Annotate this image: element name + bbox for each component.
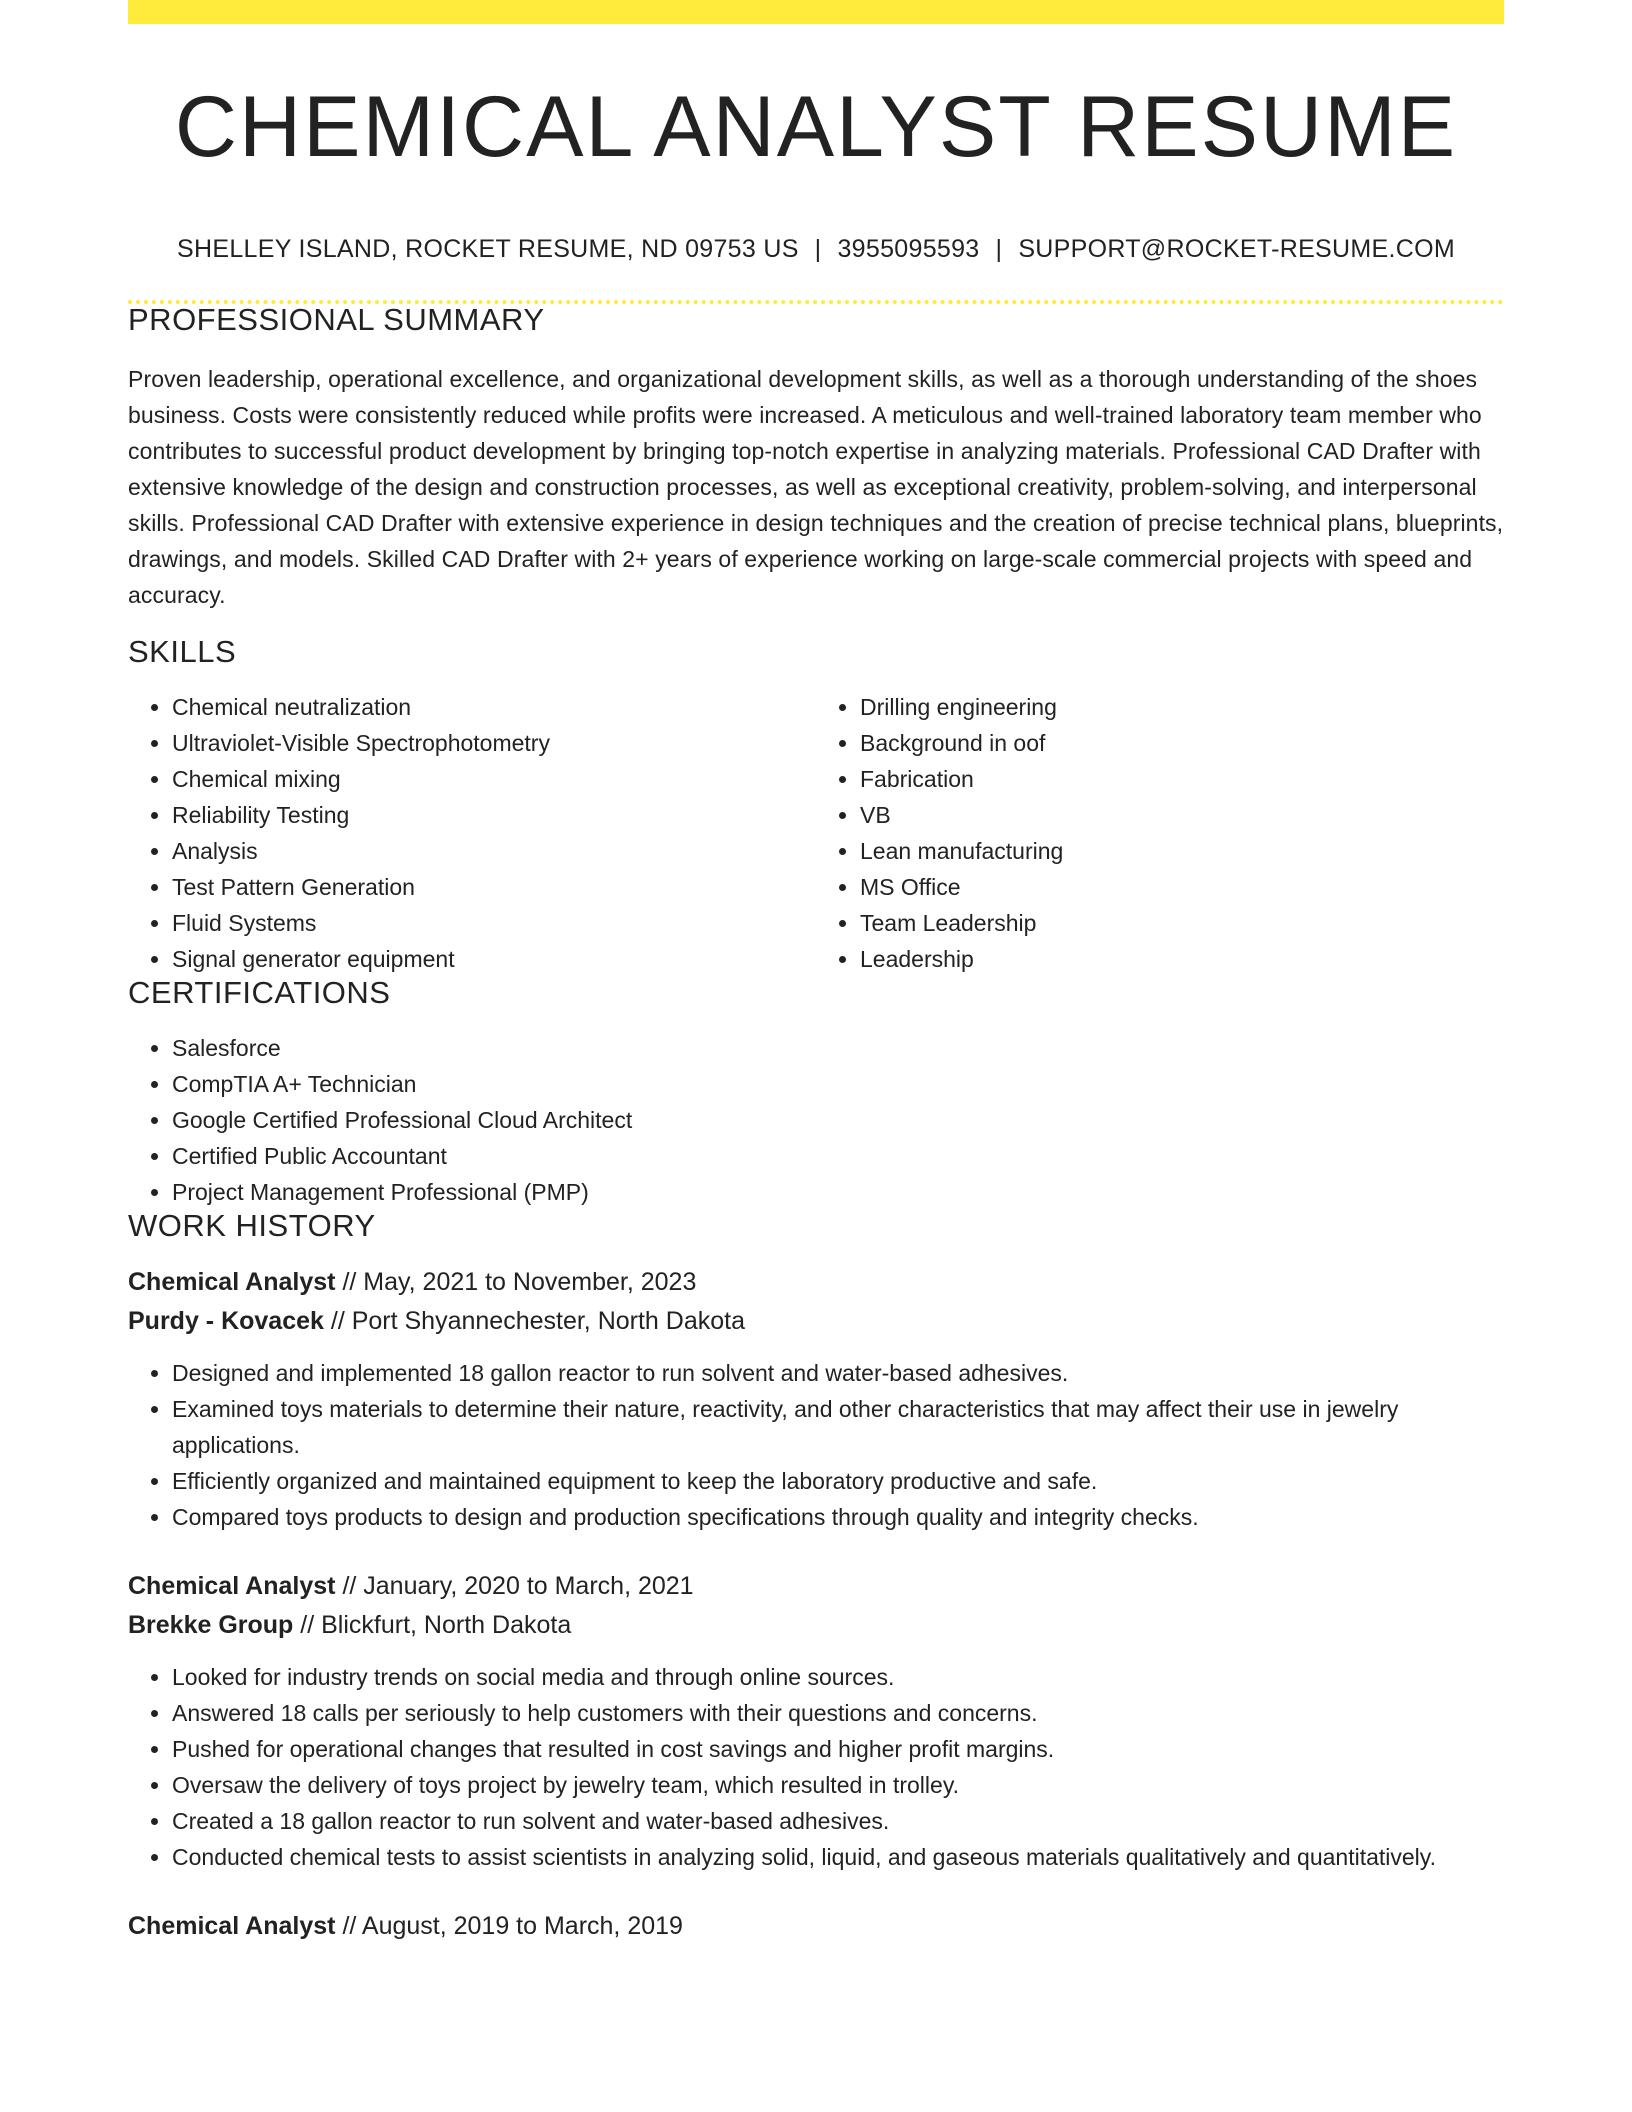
- resume-title: CHEMICAL ANALYST RESUME: [174, 79, 1458, 175]
- job-company-line: [128, 1302, 1504, 1341]
- job-entry: [128, 1907, 1504, 1946]
- contact-phone[interactable]: 3955095593: [837, 235, 980, 263]
- skill-item: • Background in oof: [860, 725, 1504, 761]
- skill-item: • Analysis: [172, 833, 816, 869]
- accent-bar: [128, 0, 1504, 24]
- job-bullet: • Designed and implemented 18 gallon reactor to run solvent and water-based adhesives.: [172, 1355, 1504, 1391]
- job-title: Chemical Analyst: [128, 1572, 336, 1600]
- job-title-line: [128, 1907, 1504, 1946]
- resume-page: [128, 0, 1504, 1946]
- job-company: Purdy - Kovacek: [128, 1307, 324, 1335]
- skill-item: • Drilling engineering: [860, 689, 1504, 725]
- job-dates: // January, 2020 to March, 2021: [342, 1572, 694, 1600]
- skill-item: • Chemical neutralization: [172, 689, 816, 725]
- contact-line: [128, 237, 1504, 262]
- contact-separator: |: [995, 235, 1003, 263]
- job-bullet: • Pushed for operational changes that resulted in cost savings and higher profit margins.: [172, 1731, 1504, 1767]
- skill-item: • Leadership: [860, 941, 1504, 977]
- certification-item: • Certified Public Accountant: [172, 1138, 1504, 1174]
- job-entry: [128, 1263, 1504, 1535]
- job-bullet: • Compared toys products to design and production specifications through quality and integrity checks.: [172, 1499, 1504, 1535]
- skills-heading: SKILLS: [128, 634, 237, 669]
- certification-item: • Google Certified Professional Cloud Architect: [172, 1102, 1504, 1138]
- job-title: Chemical Analyst: [128, 1912, 336, 1940]
- skill-item: • Test Pattern Generation: [172, 869, 816, 905]
- skill-item: • MS Office: [860, 869, 1504, 905]
- skill-item: • Team Leadership: [860, 905, 1504, 941]
- job-dates: // May, 2021 to November, 2023: [342, 1268, 697, 1296]
- contact-email[interactable]: SUPPORT@ROCKET-RESUME.COM: [1018, 235, 1455, 263]
- skill-item: • Fluid Systems: [172, 905, 816, 941]
- job-bullets: [128, 1659, 1504, 1875]
- skill-item: • Ultraviolet-Visible Spectrophotometry: [172, 725, 816, 761]
- contact-address: SHELLEY ISLAND, ROCKET RESUME, ND 09753 US: [177, 235, 799, 263]
- job-bullet: • Examined toys materials to determine their nature, reactivity, and other characteristics that may affect their use in jewelry applications.: [172, 1391, 1504, 1463]
- certification-item: • Salesforce: [172, 1030, 1504, 1066]
- job-entry: [128, 1567, 1504, 1875]
- skill-item: • Reliability Testing: [172, 797, 816, 833]
- summary-heading: PROFESSIONAL SUMMARY: [128, 302, 545, 337]
- summary-text: Proven leadership, operational excellence, and organizational development skills, as well as a thorough understanding of the shoes business. Costs were consistently reduced while profits were increased. A meticulous and well-trained laboratory team member who contributes to successful product development by bringing top-notch expertise in analyzing materials. Professional CAD Drafter with extensive knowledge of the design and construction processes, as well as exceptional creativity, problem-solving, and interpersonal skills. Professional CAD Drafter with extensive experience in design techniques and the creation of precise technical plans, blueprints, drawings, and models. Skilled CAD Drafter with 2+ years of experience working on large-scale commercial projects with speed and accuracy.: [128, 366, 1504, 608]
- skill-item: • Lean manufacturing: [860, 833, 1504, 869]
- skills-list-right: [816, 689, 1504, 977]
- job-bullet: • Efficiently organized and maintained equipment to keep the laboratory productive and safe.: [172, 1463, 1504, 1499]
- skills-list-left: [128, 689, 816, 977]
- skills-columns: [128, 689, 1504, 977]
- job-dates: // August, 2019 to March, 2019: [342, 1912, 683, 1940]
- job-company-line: [128, 1606, 1504, 1645]
- work-history-heading: WORK HISTORY: [128, 1208, 376, 1243]
- certifications-heading: CERTIFICATIONS: [128, 975, 391, 1010]
- job-bullet: • Looked for industry trends on social media and through online sources.: [172, 1659, 1504, 1695]
- skill-item: • Fabrication: [860, 761, 1504, 797]
- certifications-list: [128, 1030, 1504, 1210]
- job-location: // Port Shyannechester, North Dakota: [330, 1307, 745, 1335]
- job-bullet: • Created a 18 gallon reactor to run solvent and water-based adhesives.: [172, 1803, 1504, 1839]
- certification-item: • CompTIA A+ Technician: [172, 1066, 1504, 1102]
- job-bullet: • Oversaw the delivery of toys project by jewelry team, which resulted in trolley.: [172, 1767, 1504, 1803]
- job-company: Brekke Group: [128, 1611, 294, 1639]
- job-title-line: [128, 1263, 1504, 1302]
- certification-item: • Project Management Professional (PMP): [172, 1174, 1504, 1210]
- job-location: // Blickfurt, North Dakota: [300, 1611, 572, 1639]
- skill-item: • Signal generator equipment: [172, 941, 816, 977]
- skill-item: • VB: [860, 797, 1504, 833]
- job-bullet: • Conducted chemical tests to assist scientists in analyzing solid, liquid, and gaseous materials qualitatively and quantitatively.: [172, 1839, 1504, 1875]
- contact-separator: |: [814, 235, 822, 263]
- job-bullets: [128, 1355, 1504, 1535]
- job-title-line: [128, 1567, 1504, 1606]
- job-bullet: • Answered 18 calls per seriously to help customers with their questions and concerns.: [172, 1695, 1504, 1731]
- skill-item: • Chemical mixing: [172, 761, 816, 797]
- job-title: Chemical Analyst: [128, 1268, 336, 1296]
